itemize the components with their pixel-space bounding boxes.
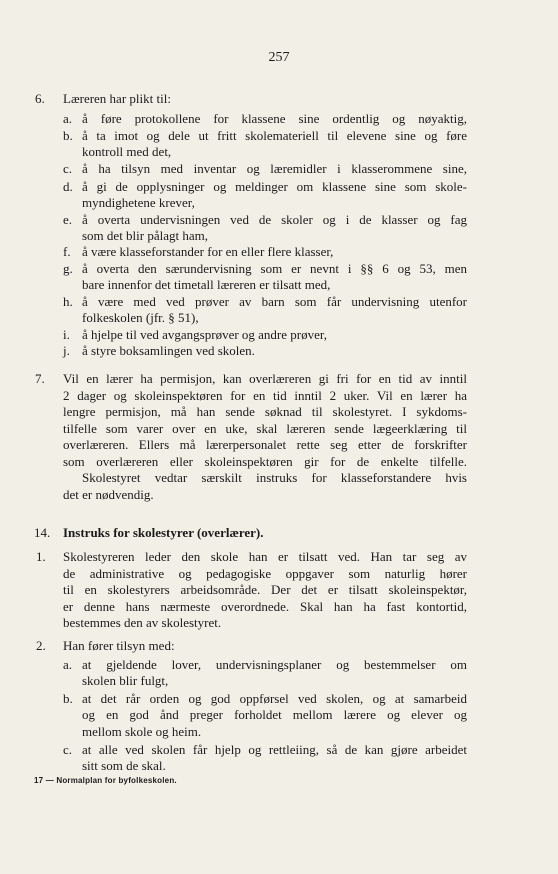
list-item-text: at gjeldende lover, undervisningsplaner og bestemmelser om: [82, 657, 467, 672]
list-label: c.: [63, 161, 73, 176]
list-item-text: og en god ånd preger forholdet mellom lærere og elever og: [82, 707, 467, 722]
list-item-text: skolen blir fulgt,: [82, 673, 169, 688]
paragraph-line: Skolestyret vedtar særskilt instruks for klasseforstandere hvis: [82, 470, 467, 485]
list-item-text: å være med ved prøver av barn som får undervisning utenfor: [82, 294, 467, 309]
list-item-text: folkeskolen (jfr. § 51),: [82, 310, 199, 325]
paragraph-line: de administrative og pedagogiske oppgaver som naturlig hører: [63, 566, 467, 581]
list-label: b.: [63, 691, 73, 706]
paragraph-2-intro: Han fører tilsyn med:: [63, 638, 175, 653]
paragraph-line: tilfelle som varer over en uke, skal læreren sende lægeerklæring til: [63, 421, 467, 436]
list-item-text: sitt som de skal.: [82, 758, 166, 773]
section-6-intro: Læreren har plikt til:: [63, 91, 171, 106]
paragraph-1-number: 1.: [36, 549, 46, 564]
list-item-text: å ha tilsyn med inventar og læremidler i klasserommene sine,: [82, 161, 467, 176]
list-item-text: å ta imot og dele ut fritt skolemateriell til elevene sine og føre: [82, 128, 467, 143]
section-6-number: 6.: [35, 91, 45, 106]
section-14-heading: Instruks for skolestyrer (overlærer).: [63, 525, 264, 540]
footer-note: 17 — Normalplan for byfolkeskolen.: [34, 776, 177, 785]
paragraph-line: til en skolestyrers arbeidsområde. Der det er tilsatt skoleinspektør,: [63, 582, 467, 597]
list-item-text: kontroll med det,: [82, 144, 172, 159]
list-item-text: å være klasseforstander for en eller flere klasser,: [82, 244, 334, 259]
list-label: d.: [63, 179, 73, 194]
paragraph-line: overlæreren. Ellers må lærerpersonalet rette seg etter de forskrifter: [63, 437, 467, 452]
list-label: g.: [63, 261, 73, 276]
section-7-number: 7.: [35, 371, 45, 386]
paragraph-line: Vil en lærer ha permisjon, kan overlæreren gi fri for en tid av inntil: [63, 371, 467, 386]
page-number: 257: [268, 50, 290, 65]
list-label: c.: [63, 742, 73, 757]
list-item-text: å overta undervisningen ved de skoler og i de klasser og fag: [82, 212, 467, 227]
paragraph-line: som overlæreren eller skoleinspektøren gir for de enkelte tilfelle.: [63, 454, 467, 469]
paragraph-2-number: 2.: [36, 638, 46, 653]
list-item-text: bare innenfor det timetall læreren er tilsatt med,: [82, 277, 331, 292]
paragraph-line: er denne hans nærmeste overordnede. Skal han ha fast kontortid,: [63, 599, 467, 614]
list-item-text: å føre protokollene for klassene sine ordentlig og nøyaktig,: [82, 111, 467, 126]
paragraph-line: det er nødvendig.: [63, 487, 154, 502]
list-item-text: at det rår orden og god oppførsel ved skolen, og at samarbeid: [82, 691, 467, 706]
list-label: a.: [63, 657, 73, 672]
list-item-text: å gi de opplysninger og meldinger om klassene sine som skole-: [82, 179, 467, 194]
list-label: b.: [63, 128, 73, 143]
list-item-text: å styre boksamlingen ved skolen.: [82, 343, 255, 358]
list-label: e.: [63, 212, 73, 227]
list-label: i.: [63, 327, 70, 342]
paragraph-line: 2 dager og skoleinspektøren for en tid inntil 2 uker. Vil en lærer ha: [63, 388, 467, 403]
list-label: h.: [63, 294, 73, 309]
paragraph-line: bestemmes den av skolestyret.: [63, 615, 222, 630]
list-label: f.: [63, 244, 71, 259]
list-item-text: som det blir pålagt ham,: [82, 228, 209, 243]
list-item-text: at alle ved skolen får hjelp og rettleiing, så de kan gjøre arbeidet: [82, 742, 467, 757]
list-item-text: mellom skole og heim.: [82, 724, 202, 739]
paragraph-line: Skolestyreren leder den skole han er tilsatt ved. Han tar seg av: [63, 549, 467, 564]
list-item-text: å overta den særundervisning som er nevnt i §§ 6 og 53, men: [82, 261, 467, 276]
list-label: j.: [63, 343, 70, 358]
section-14-number: 14.: [34, 525, 51, 540]
list-item-text: myndighetene krever,: [82, 195, 195, 210]
paragraph-line: lengre permisjon, må han sende søknad til skolestyret. I sykdoms-: [63, 404, 467, 419]
list-label: a.: [63, 111, 73, 126]
list-item-text: å hjelpe til ved avgangsprøver og andre prøver,: [82, 327, 327, 342]
